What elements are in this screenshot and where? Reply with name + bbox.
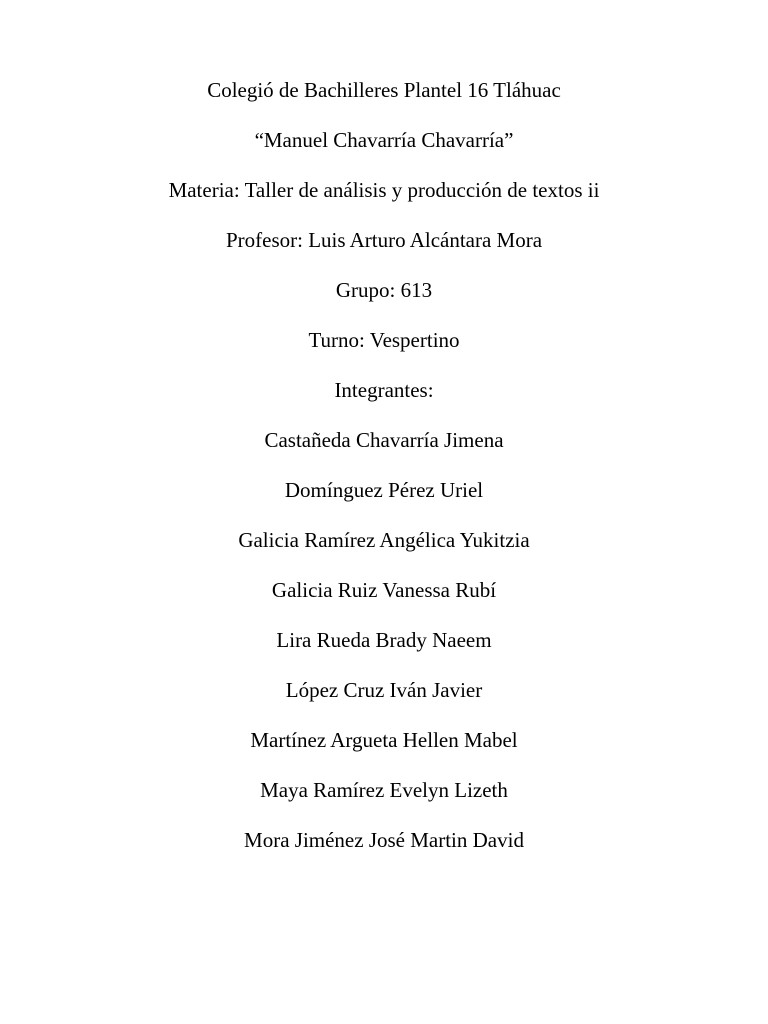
member-name: Domínguez Pérez Uriel	[284, 478, 484, 502]
subject-line: Materia: Taller de análisis y producción de textos ii	[168, 178, 600, 202]
member-name: Martínez Argueta Hellen Mabel	[250, 728, 518, 752]
members-list	[0, 426, 768, 854]
shift-line: Turno: Vespertino	[308, 328, 460, 352]
members-heading: Integrantes:	[334, 378, 434, 402]
school-name: Colegió de Bachilleres Plantel 16 Tláhuac	[207, 78, 561, 102]
group-line: Grupo: 613	[335, 278, 433, 302]
member-name: Lira Rueda Brady Naeem	[276, 628, 492, 652]
teacher-line: Profesor: Luis Arturo Alcántara Mora	[225, 228, 543, 252]
member-name: Castañeda Chavarría Jimena	[264, 428, 504, 452]
cover-content	[0, 76, 768, 876]
member-name: Galicia Ramírez Angélica Yukitzia	[238, 528, 530, 552]
member-name: Mora Jiménez José Martin David	[244, 828, 524, 852]
member-name: Maya Ramírez Evelyn Lizeth	[260, 778, 508, 802]
member-name: López Cruz Iván Javier	[285, 678, 483, 702]
campus-name: “Manuel Chavarría Chavarría”	[254, 128, 514, 152]
member-name: Galicia Ruiz Vanessa Rubí	[271, 578, 497, 602]
